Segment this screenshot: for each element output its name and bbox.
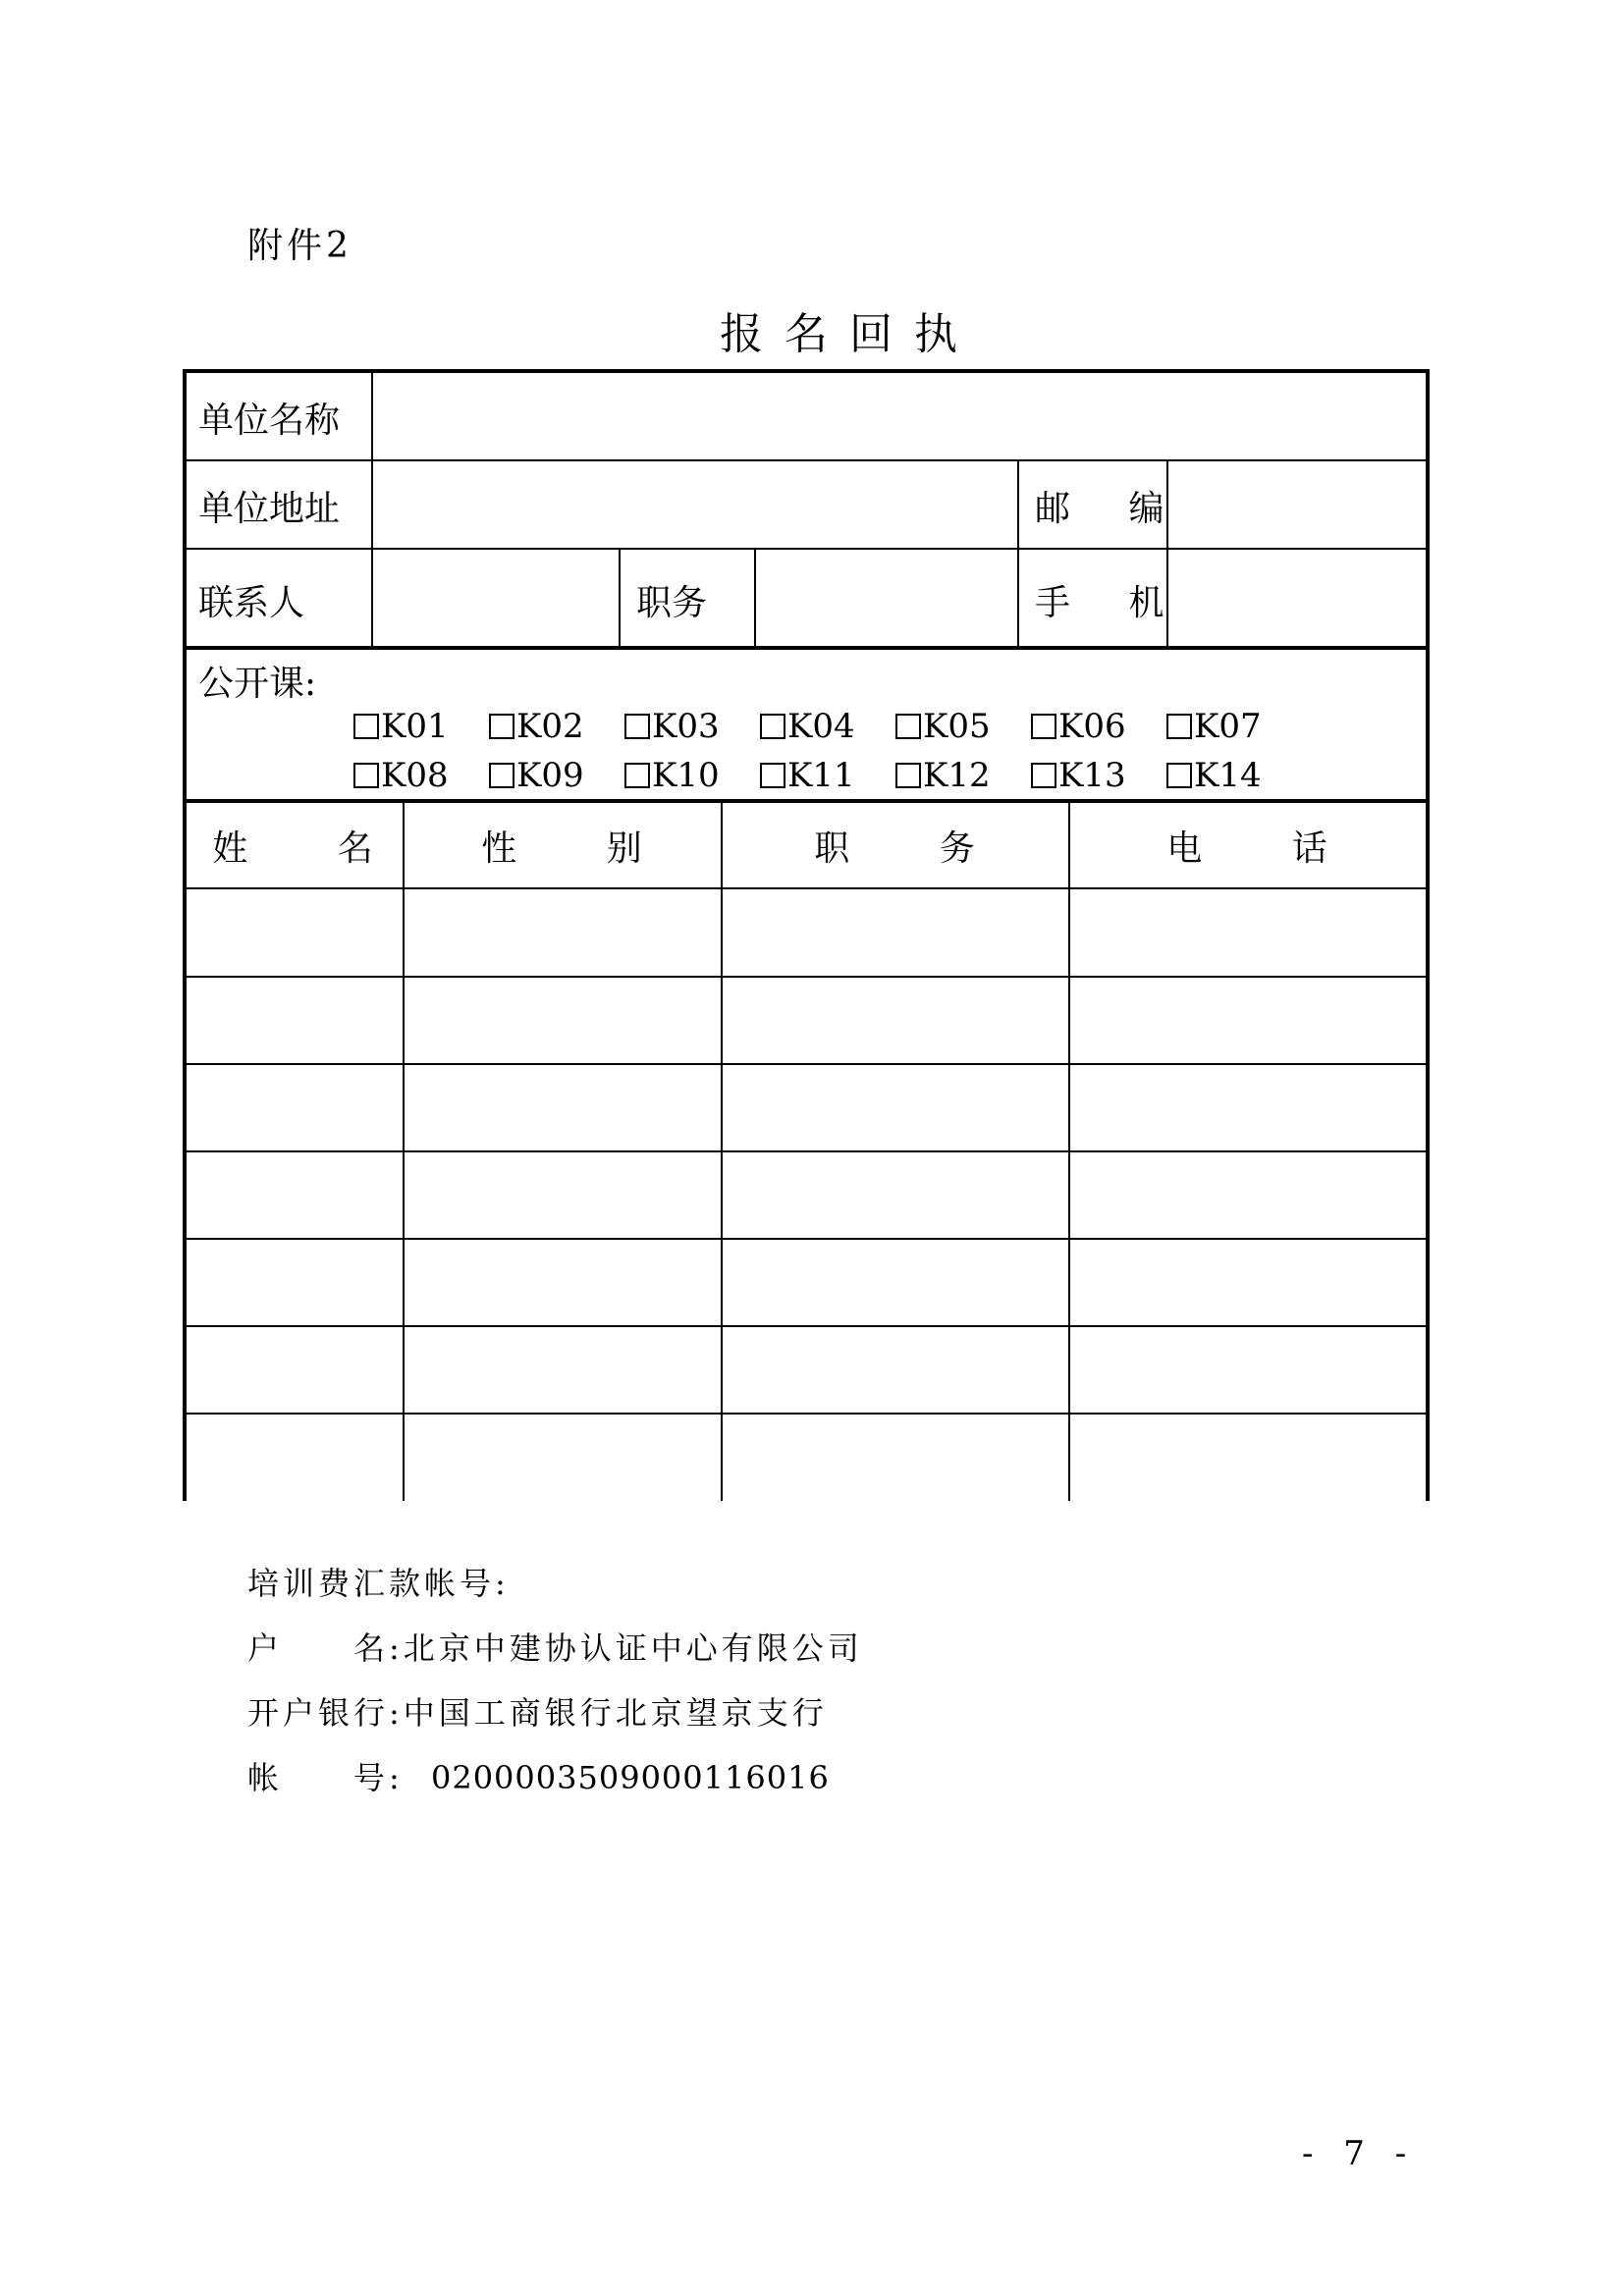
row-divider (183, 548, 1430, 550)
course-option[interactable] (760, 756, 855, 795)
courses-label: 公开课: (198, 664, 317, 704)
row-divider (183, 799, 1430, 803)
course-option[interactable] (489, 707, 584, 746)
course-option[interactable] (1166, 756, 1262, 795)
postcode-label: 邮 编 (1035, 489, 1188, 529)
unit-name-label: 单位名称 (198, 400, 341, 441)
row-divider (183, 459, 1430, 461)
table-border-top (183, 369, 1430, 373)
course-code: K12 (923, 756, 991, 795)
course-code: K14 (1194, 756, 1262, 795)
checkbox-icon[interactable] (1166, 763, 1192, 788)
column-header-position: 职 务 (814, 828, 1014, 869)
row-divider (183, 646, 1430, 650)
checkbox-icon[interactable] (760, 714, 785, 739)
course-option[interactable] (1166, 707, 1262, 746)
checkbox-icon[interactable] (353, 763, 379, 788)
col-divider (371, 369, 373, 646)
course-option[interactable] (624, 756, 720, 795)
course-code: K10 (652, 756, 720, 795)
checkbox-icon[interactable] (1031, 714, 1056, 739)
course-code: K02 (516, 707, 584, 746)
col-divider (1068, 799, 1070, 1501)
col-divider (403, 799, 405, 1501)
table-border-left (183, 369, 187, 1501)
course-option[interactable] (895, 707, 991, 746)
course-code: K03 (652, 707, 720, 746)
row-divider (183, 976, 1430, 978)
course-code: K07 (1194, 707, 1262, 746)
course-code: K04 (787, 707, 855, 746)
checkbox-icon[interactable] (895, 714, 921, 739)
account-number-label: 帐 号: (247, 1759, 404, 1796)
course-option[interactable] (760, 707, 855, 746)
course-code: K09 (516, 756, 584, 795)
course-code: K06 (1058, 707, 1126, 746)
checkbox-icon[interactable] (624, 714, 650, 739)
checkbox-icon[interactable] (1166, 714, 1192, 739)
course-option[interactable] (489, 756, 584, 795)
mobile-label: 手 机 (1035, 583, 1188, 623)
form-title: 报名回执 (720, 309, 979, 359)
col-divider (619, 548, 621, 646)
payment-heading: 培训费汇款帐号: (247, 1565, 510, 1602)
course-option[interactable] (895, 756, 991, 795)
col-divider (1017, 459, 1019, 646)
column-header-name: 姓 名 (212, 828, 412, 869)
checkbox-icon[interactable] (489, 763, 514, 788)
checkbox-icon[interactable] (895, 763, 921, 788)
table-border-right (1426, 369, 1430, 1501)
checkbox-icon[interactable] (760, 763, 785, 788)
course-code: K01 (381, 707, 449, 746)
checkbox-icon[interactable] (353, 714, 379, 739)
course-code: K05 (923, 707, 991, 746)
course-option[interactable] (1031, 707, 1126, 746)
row-divider (183, 887, 1430, 889)
col-divider (754, 548, 756, 646)
account-number: 0200003509000116016 (430, 1759, 830, 1796)
checkbox-icon[interactable] (624, 763, 650, 788)
position-label: 职务 (636, 583, 708, 623)
checkbox-icon[interactable] (1031, 763, 1056, 788)
row-divider (183, 1238, 1430, 1240)
bank-name: 开户银行:中国工商银行北京望京支行 (247, 1694, 828, 1732)
contact-label: 联系人 (198, 583, 305, 623)
column-header-phone: 电 话 (1166, 828, 1367, 869)
course-code: K11 (787, 756, 855, 795)
row-divider (183, 1413, 1430, 1415)
checkbox-icon[interactable] (489, 714, 514, 739)
attachment-label: 附件2 (247, 226, 352, 266)
registration-form-table (183, 369, 1430, 1501)
course-code: K08 (381, 756, 449, 795)
col-divider (721, 799, 723, 1501)
page-number: - 7 - (1302, 2134, 1417, 2173)
course-option[interactable] (353, 707, 449, 746)
row-divider (183, 1325, 1430, 1327)
course-code: K13 (1058, 756, 1126, 795)
row-divider (183, 1063, 1430, 1065)
account-name: 户 名:北京中建协认证中心有限公司 (247, 1629, 863, 1667)
column-header-gender: 性 别 (481, 828, 681, 869)
course-option[interactable] (1031, 756, 1126, 795)
row-divider (183, 1150, 1430, 1152)
course-option[interactable] (624, 707, 720, 746)
account-number-row (247, 1753, 830, 1798)
unit-address-label: 单位地址 (198, 489, 341, 529)
course-option[interactable] (353, 756, 449, 795)
